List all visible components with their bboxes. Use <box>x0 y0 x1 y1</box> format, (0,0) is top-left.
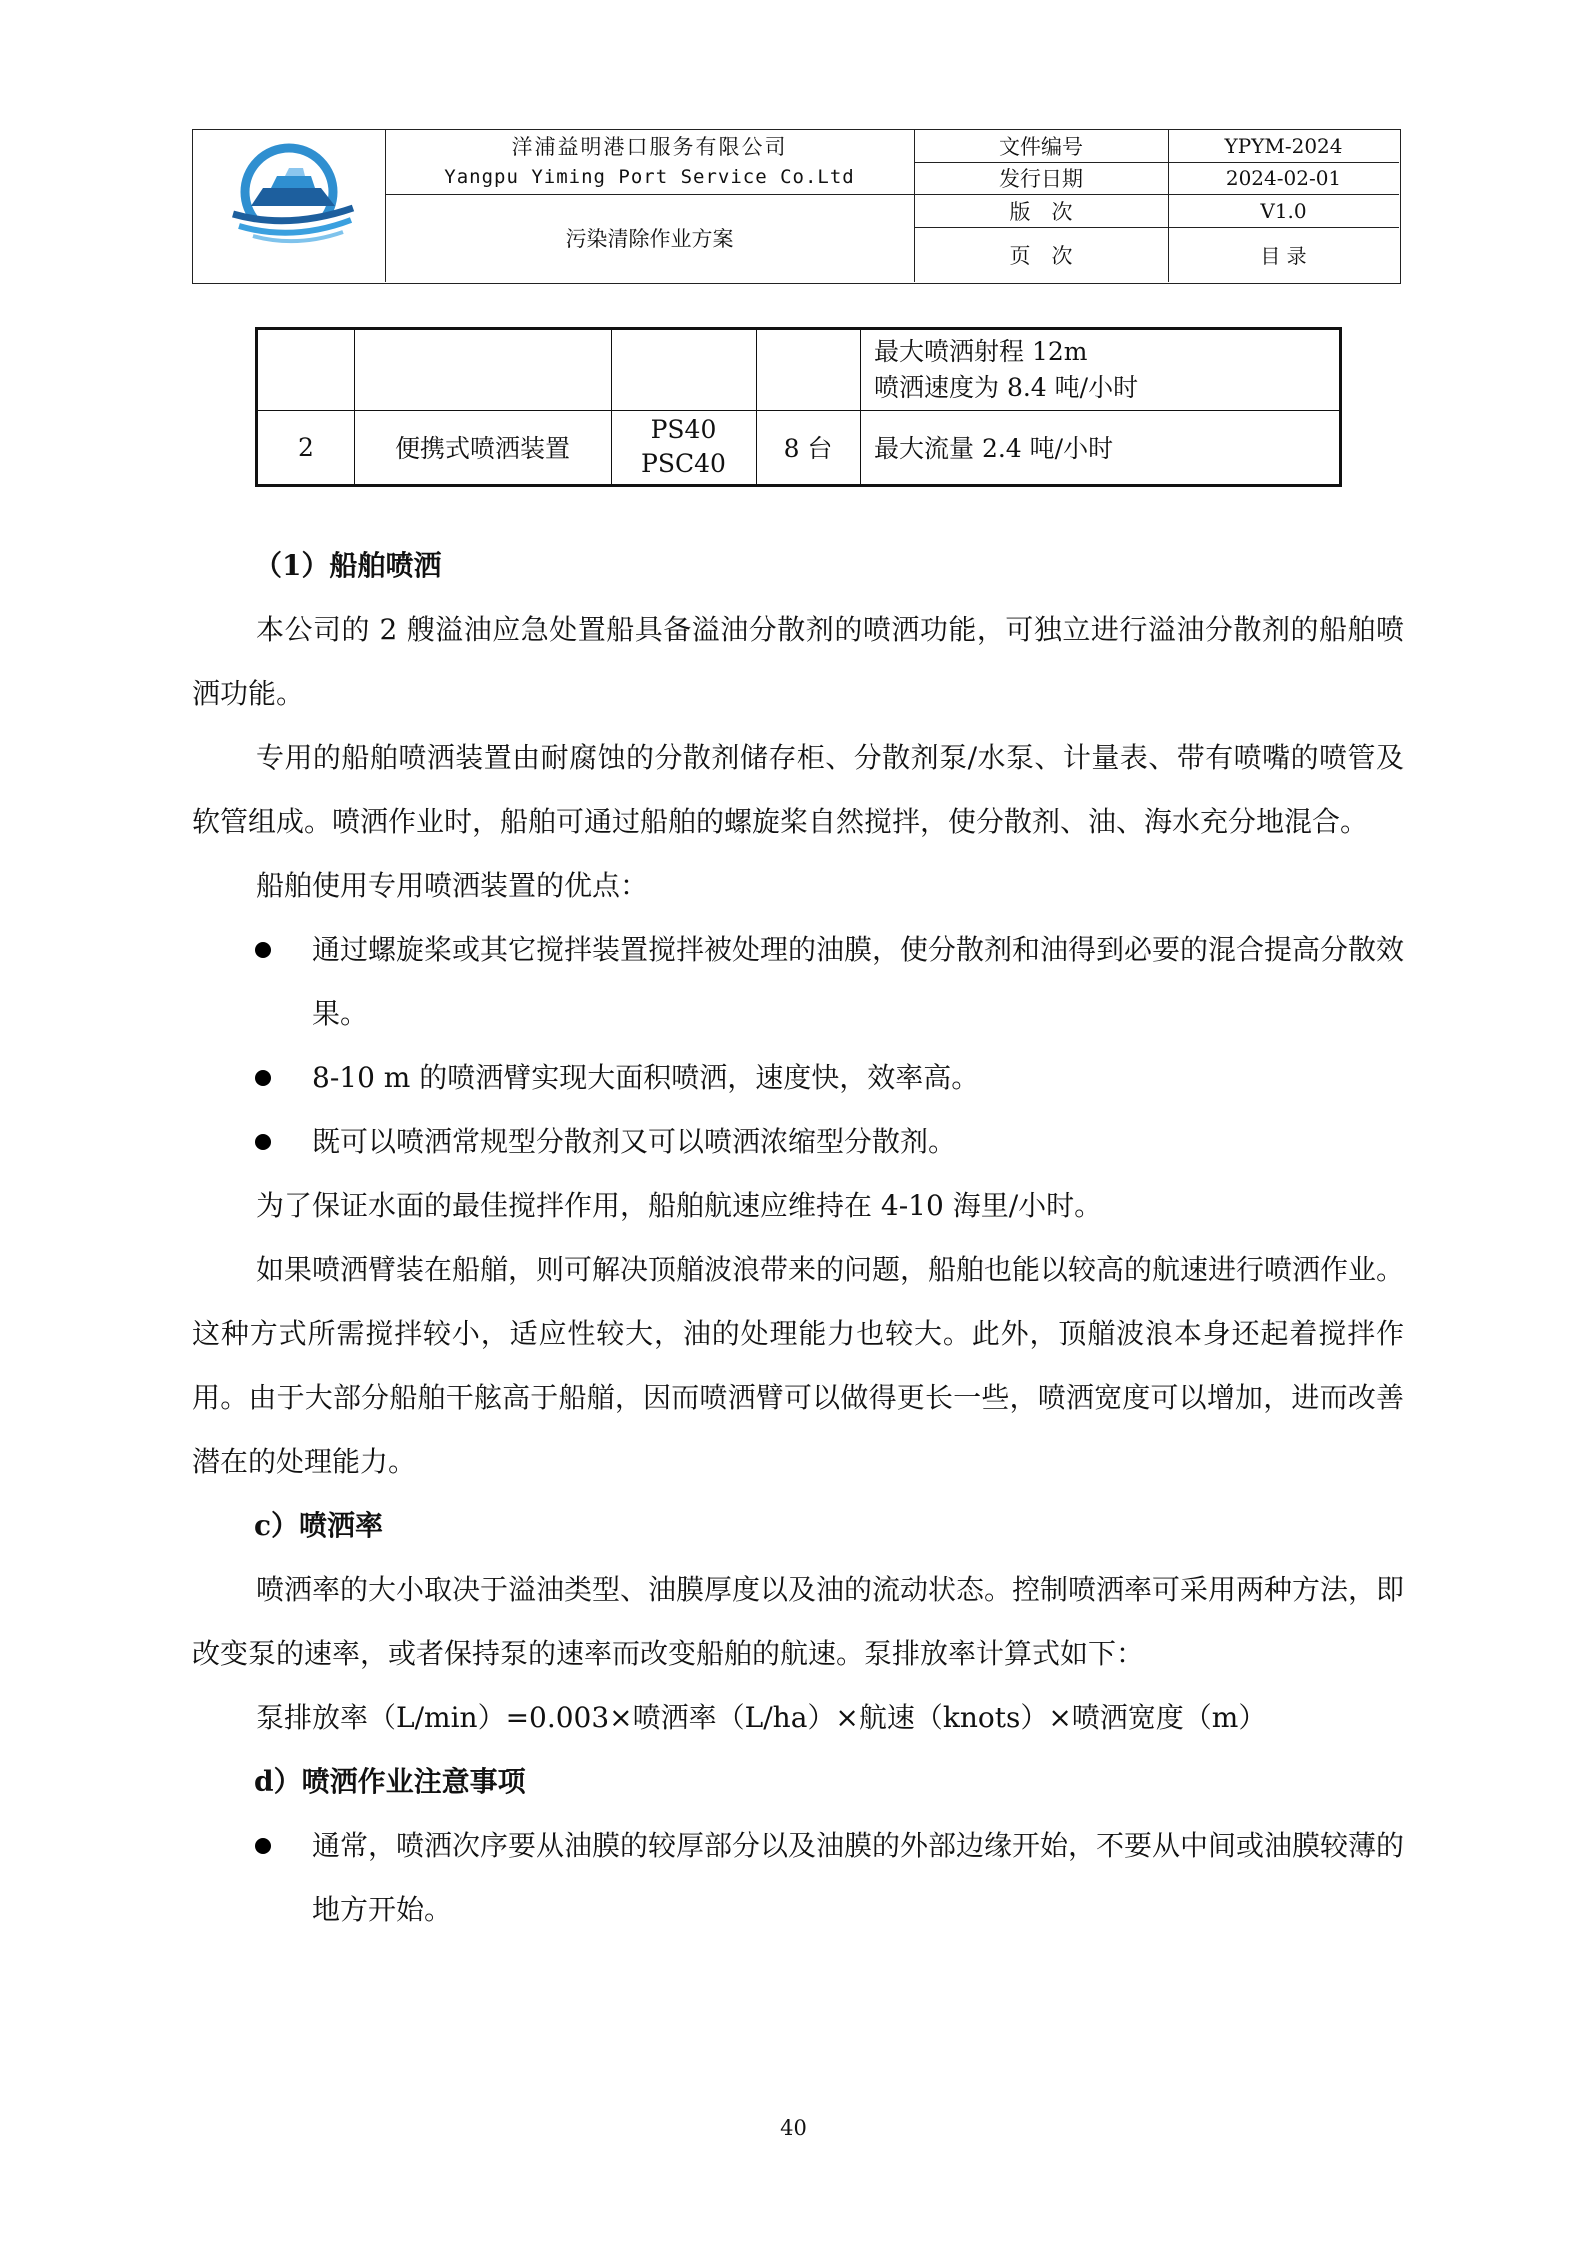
table-cell-qty: 8 台 <box>783 434 833 463</box>
issue-date-value: 2024-02-01 <box>1225 166 1342 190</box>
bullet-icon <box>255 942 271 958</box>
bullet-icon <box>255 1838 271 1854</box>
table-cell-desc-line1: 最大喷洒射程 12m <box>874 337 1088 366</box>
bullet-text: 通过螺旋桨或其它搅拌装置搅拌被处理的油膜，使分散剂和油得到必要的混合提高分散效果。 <box>312 933 1405 1030</box>
company-logo <box>193 130 386 282</box>
equipment-table <box>255 327 1342 487</box>
paragraph: 为了保证水面的最佳搅拌作用，船舶航速应维持在 4-10 海里/小时。 <box>256 1189 1103 1222</box>
ship-logo-icon <box>193 130 385 282</box>
company-name-en: Yangpu Yiming Port Service Co.Ltd <box>444 166 855 188</box>
bullet-item <box>192 1046 1404 1110</box>
issue-date-label: 发行日期 <box>914 162 1169 194</box>
paragraph: 本公司的 2 艘溢油应急处置船具备溢油分散剂的喷洒功能，可独立进行溢油分散剂的船舶喷洒功能。 <box>192 613 1404 710</box>
bullet-icon <box>255 1070 271 1086</box>
version-value: V1.0 <box>1260 198 1307 223</box>
page-info-value: 目 录 <box>1260 244 1307 268</box>
table-cell-desc-line2: 喷洒速度为 8.4 吨/小时 <box>874 373 1139 402</box>
paragraph: 专用的船舶喷洒装置由耐腐蚀的分散剂储存柜、分散剂泵/水泵、计量表、带有喷嘴的喷管及软管组成。喷洒作业时，船舶可通过船舶的螺旋桨自然搅拌，使分散剂、油、海水充分地混合。 <box>192 741 1404 838</box>
table-cell-model-line1: PS40 <box>650 415 717 444</box>
table-cell-name: 便携式喷洒装置 <box>394 434 570 463</box>
paragraph: 喷洒率的大小取决于溢油类型、油膜厚度以及油的流动状态。控制喷洒率可采用两种方法，即改变泵的速率，或者保持泵的速率而改变船舶的航速。泵排放率计算式如下： <box>192 1573 1405 1670</box>
bullet-text: 既可以喷洒常规型分散剂又可以喷洒浓缩型分散剂。 <box>312 1125 957 1158</box>
table-cell-model <box>611 410 756 484</box>
page-info-label: 页 次 <box>914 227 1169 282</box>
version-row <box>914 194 1399 228</box>
company-name-cell <box>385 130 915 195</box>
page-number: 40 <box>780 2116 807 2140</box>
issue-date-row <box>914 162 1399 195</box>
company-name-cn: 洋浦益明港口服务有限公司 <box>511 135 788 159</box>
bullet-item <box>192 1110 1404 1174</box>
section-heading: d）喷洒作业注意事项 <box>254 1765 526 1798</box>
bullet-item <box>192 1814 1404 1942</box>
paragraph: 如果喷洒臂装在船艏，则可解决顶艏波浪带来的问题，船舶也能以较高的航速进行喷洒作业。这种方式所需搅拌较小，适应性较大，油的处理能力也较大。此外，顶艏波浪本身还起着搅拌作用。由于大部分船舶干舷高于船艏，因而喷洒臂可以做得更长一些，喷洒宽度可以增加，进而改善潜在的处理能力。 <box>192 1253 1405 1478</box>
table-cell-desc: 最大流量 2.4 吨/小时 <box>874 434 1114 463</box>
version-label: 版 次 <box>914 194 1169 227</box>
bullet-text: 通常，喷洒次序要从油膜的较厚部分以及油膜的外部边缘开始，不要从中间或油膜较薄的地方开始。 <box>312 1829 1405 1926</box>
section-heading: c）喷洒率 <box>254 1509 384 1542</box>
bullet-icon <box>255 1134 271 1150</box>
paragraph: 船舶使用专用喷洒装置的优点： <box>256 869 649 902</box>
doc-number-label: 文件编号 <box>914 130 1169 162</box>
plan-title: 污染清除作业方案 <box>385 194 915 282</box>
formula-paragraph: 泵排放率（L/min）=0.003×喷洒率（L/ha）×航速（knots）×喷洒宽度（m） <box>256 1701 1267 1734</box>
section-heading: （1）船舶喷洒 <box>254 549 442 582</box>
bullet-text: 8-10 m 的喷洒臂实现大面积喷洒，速度快，效率高。 <box>312 1061 980 1094</box>
table-row <box>860 330 1342 410</box>
table-cell-no: 2 <box>298 432 314 462</box>
page-info-row <box>914 227 1399 282</box>
document-info-grid <box>914 130 1399 282</box>
bullet-item <box>192 918 1404 1046</box>
doc-number-value: YPYM-2024 <box>1224 134 1343 158</box>
document-header <box>192 129 1401 284</box>
table-cell-model-line2: PSC40 <box>641 449 726 478</box>
doc-number-row <box>914 130 1399 163</box>
body-text <box>192 534 1404 1942</box>
